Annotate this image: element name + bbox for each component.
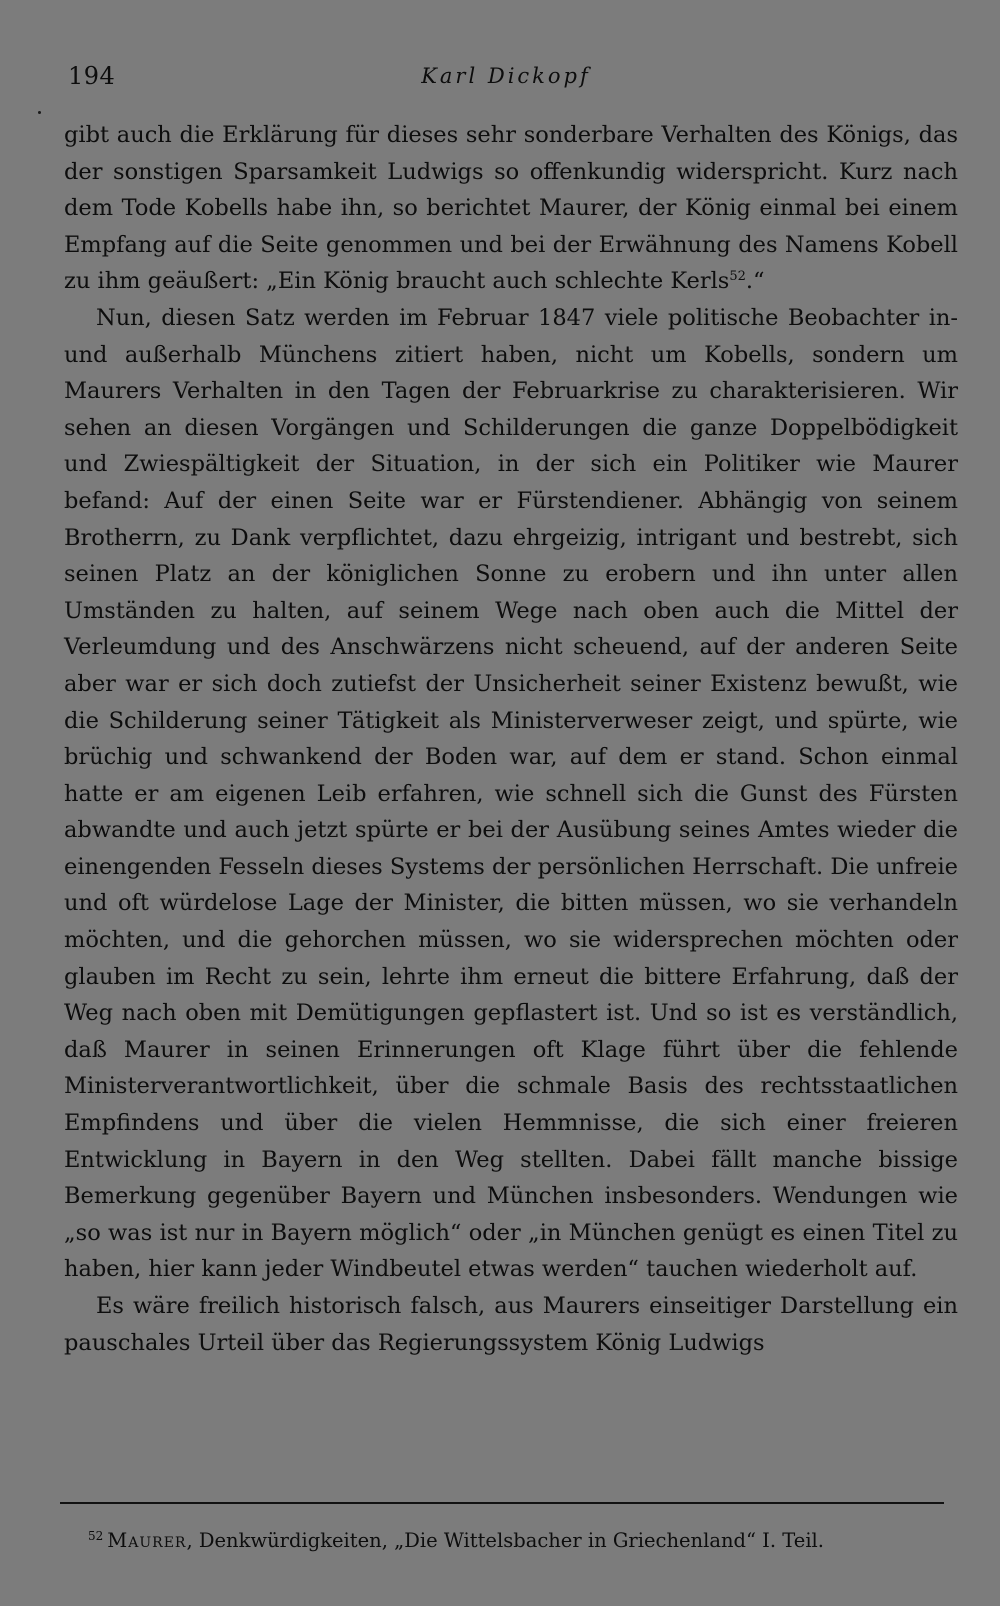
page-number: 194 [68,62,116,90]
paragraph-tail: .“ [745,268,765,295]
paragraph-text: gibt auch die Erklärung für dieses sehr sonderbare Verhalten des Königs, das der sonstigen Sparsamkeit Ludwigs so offenkundig widerspricht. Kurz nach dem Tode Kobells habe ihn, so berichtet Maurer, der König einmal bei einem Empfang auf die Seite genommen und bei der Erwähnung des Namens Kobell zu ihm geäußert: „Ein König braucht auch schlechte Kerls [64,122,958,295]
footnote-reference[interactable]: 52 [729,269,746,285]
scan-speck [38,111,41,114]
running-head: Karl Dickopf [421,64,591,88]
page-header [68,62,944,96]
footnote-number: 52 [88,1529,104,1543]
paragraph [64,1288,958,1361]
body-text [64,117,958,1361]
paragraph-text: Nun, diesen Satz werden im Februar 1847 viele politische Beobachter in- und außerhalb Münchens zitiert haben, nicht um Kobells, sondern um Maurers Verhalten in den Tagen der Februarkrise zu charakterisieren. Wir sehen an diesen Vorgängen und Schilderungen die ganze Doppelbödigkeit und Zwiespältigkeit der Situation, in der sich ein Politiker wie Maurer befand: Auf der einen Seite war er Fürstendiener. Abhängig von seinem Brotherrn, zu Dank verpflichtet, dazu ehrgeizig, intrigant und bestrebt, sich seinen Platz an der königlichen Sonne zu erobern und ihn unter allen Umständen zu halten, auf seinem Wege nach oben auch die Mittel der Verleumdung und des Anschwärzens nicht scheuend, auf der anderen Seite aber war er sich doch zutiefst der Unsicherheit seiner Existenz bewußt, wie die Schilderung seiner Tätigkeit als Ministerverweser zeigt, und spürte, wie brüchig und schwankend der Boden war, auf dem er stand. Schon einmal hatte er am eigenen Leib erfahren, wie schnell sich die Gunst des Fürsten abwandte und auch jetzt spürte er bei der Ausübung seines Amtes wieder die einengenden Fesseln dieses Systems der persönlichen Herrschaft. Die unfreie und oft würdelose Lage der Minister, die bitten müssen, wo sie verhandeln möchten, und die gehorchen müssen, wo sie widersprechen möchten oder glauben im Recht zu sein, lehrte ihm erneut die bittere Erfahrung, daß der Weg nach oben mit Demütigungen gepflastert ist. Und so ist es verständlich, daß Maurer in seinen Erinnerungen oft Klage führt über die fehlende Ministerverantwortlichkeit, über die schmale Basis des rechtsstaatlichen Empfindens und über die vielen Hemmnisse, die sich einer freieren Entwicklung in Bayern in den Weg stellten. Dabei fällt manche bissige Bemerkung gegenüber Bayern und München insbesonders. Wendungen wie „so was ist nur in Bayern möglich“ oder „in München genügt es einen Titel zu haben, hier kann jeder Windbeutel etwas werden“ tauchen wiederholt auf. [64,304,958,1283]
footnote [88,1524,948,1553]
paragraph-text: Es wäre freilich historisch falsch, aus Maurers einseitiger Darstellung ein pauschales Urteil über das Regierungssystem König Ludwigs [64,1293,958,1356]
paragraph [64,300,958,1288]
paragraph [64,117,958,300]
footnote-text: , Denkwürdigkeiten, „Die Wittelsbacher in Griechenland“ I. Teil. [186,1529,824,1552]
footnote-author: Maurer [107,1529,187,1552]
footnote-divider [60,1502,944,1504]
